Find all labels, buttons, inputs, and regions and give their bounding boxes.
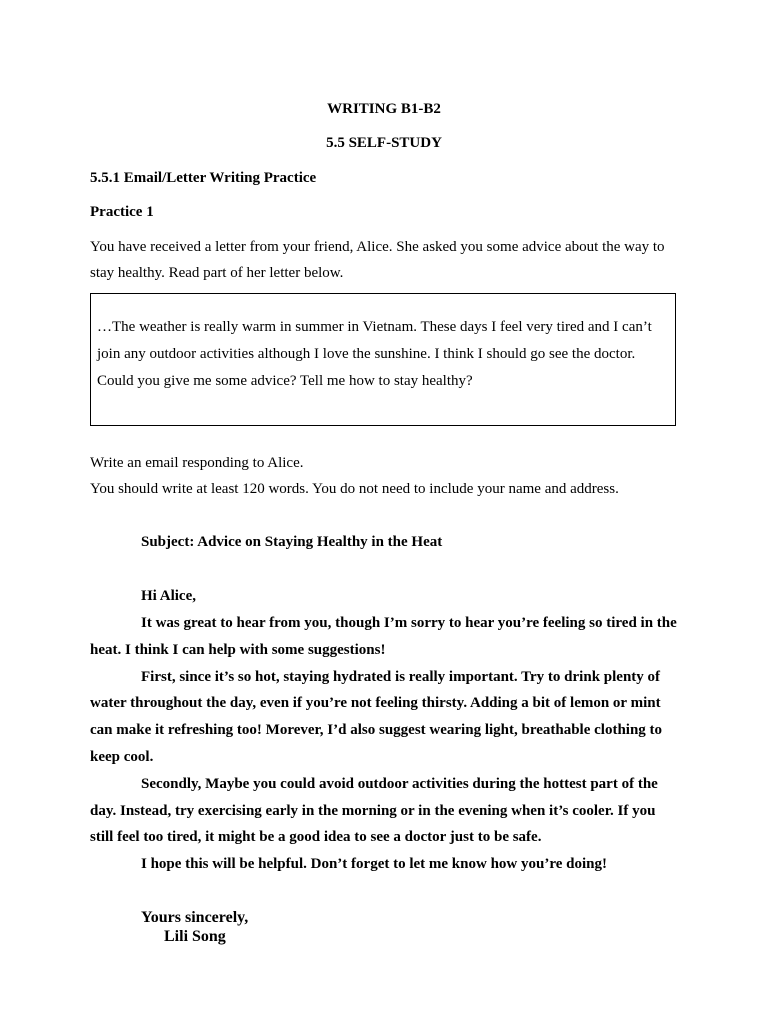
letter-line-3: Could you give me some advice? Tell me how to stay healthy? [97, 373, 473, 389]
email-subject: Subject: Advice on Staying Healthy in the Heat [141, 534, 443, 550]
intro-line-2: stay healthy. Read part of her letter below. [90, 265, 344, 281]
task-line-2: You should write at least 120 words. You do not need to include your name and address. [90, 481, 619, 497]
letter-line-2: join any outdoor activities although I love the sunshine. I think I should go see the doctor. [97, 346, 636, 362]
section-heading: 5.5 SELF-STUDY [326, 135, 442, 151]
practice-heading: Practice 1 [90, 204, 154, 220]
email-body [90, 610, 680, 878]
email-paragraph: It was great to hear from you, though I’m sorry to hear you’re feeling so tired in the heat. I think I can help with some suggestions! [90, 615, 677, 658]
email-greeting: Hi Alice, [141, 588, 196, 604]
email-paragraph: I hope this will be helpful. Don’t forget to let me know how you’re doing! [141, 856, 607, 873]
email-paragraph: First, since it’s so hot, staying hydrated is really important. Try to drink plenty of water throughout the day, even if you’re not feeling thirsty. Adding a bit of lemon or mint can make it refreshing too! Morever, I’d also suggest wearing light, breathable clothing to keep cool. [90, 668, 663, 765]
subsection-heading: 5.5.1 Email/Letter Writing Practice [90, 170, 317, 186]
email-closing: Yours sincerely, [141, 909, 249, 926]
document-title: WRITING B1-B2 [327, 101, 441, 117]
email-paragraph: Secondly, Maybe you could avoid outdoor activities during the hottest part of the day. Instead, try exercising early in the morning or in the evening when it’s cooler. If you still feel too tired, it might be a good idea to see a doctor just to be safe. [90, 775, 658, 846]
email-signature: Lili Song [164, 928, 226, 945]
task-line-1: Write an email responding to Alice. [90, 455, 304, 471]
intro-line-1: You have received a letter from your friend, Alice. She asked you some advice about the way to [90, 239, 665, 255]
letter-line-1: …The weather is really warm in summer in Vietnam. These days I feel very tired and I can’t [97, 319, 652, 335]
